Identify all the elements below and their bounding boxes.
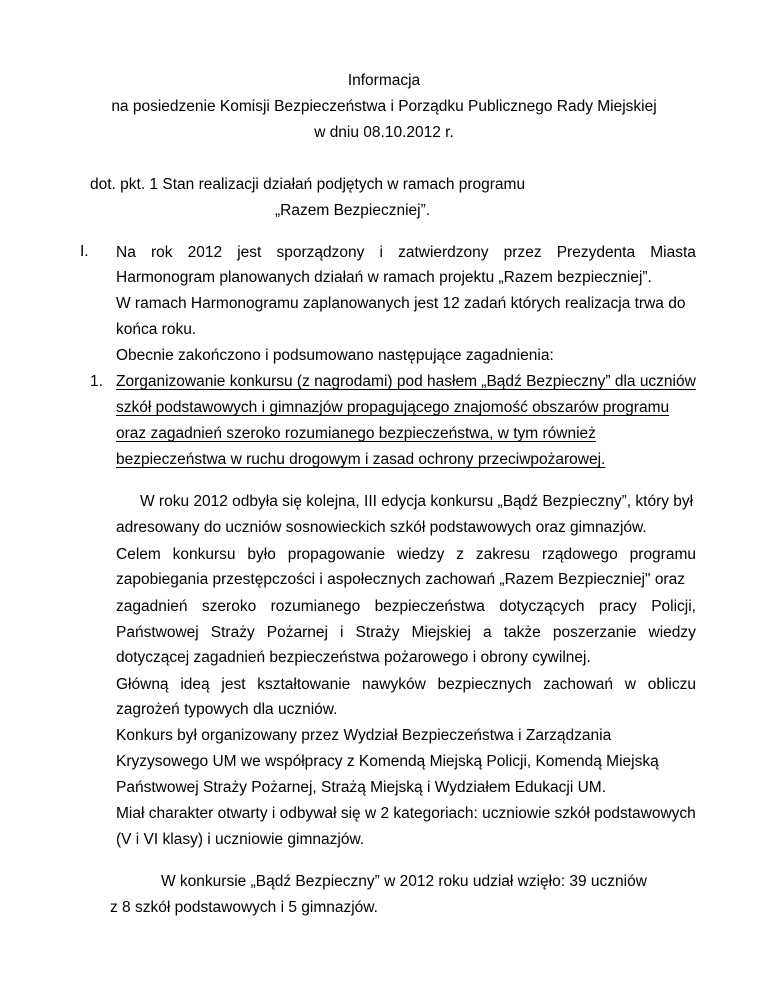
list-item-number: 1. — [90, 373, 103, 390]
body-line: zapobiegania przestępczości i aspołecznych zachowań „Razem Bezpieczniej" oraz — [116, 571, 685, 588]
body-line: W roku 2012 odbyła się kolejna, III edycja konkursu „Bądź Bezpieczny”, który był — [140, 493, 694, 510]
body-line: Celem konkursu było propagowanie wiedzy z zakresu rządowego programu — [116, 546, 696, 563]
body-line: (V i VI klasy) i uczniowie gimnazjów. — [116, 831, 365, 848]
summary-line: W konkursie „Bądź Bezpieczny” w 2012 roku udział wzięło: 39 uczniów — [161, 873, 647, 890]
section-paragraph-line: Na rok 2012 jest sporządzony i zatwierdzony przez Prezydenta Miasta — [116, 244, 696, 261]
body-line: zagadnień szeroko rozumianego bezpieczeństwa dotyczących pracy Policji, — [116, 598, 696, 615]
section-paragraph-line: Harmonogram planowanych działań w ramach projektu „Razem bezpieczniej”. — [116, 269, 652, 286]
body-line: adresowany do uczniów sosnowieckich szkół podstawowych oraz gimnazjów. — [116, 519, 647, 536]
body-line: zagrożeń typowych dla uczniów. — [116, 701, 338, 718]
body-line: Główną ideą jest kształtowanie nawyków bezpiecznych zachowań w obliczu — [116, 676, 696, 693]
section-paragraph-line: W ramach Harmonogramu zaplanowanych jest 12 zadań których realizacja trwa do — [116, 295, 686, 312]
list-item-line: bezpieczeństwa w ruchu drogowym i zasad ochrony przeciwpożarowej. — [116, 451, 606, 468]
topic-line: dot. pkt. 1 Stan realizacji działań podjętych w ramach programu — [90, 176, 526, 193]
topic-program-name: „Razem Bezpieczniej”. — [275, 202, 431, 219]
summary-line: z 8 szkół podstawowych i 5 gimnazjów. — [110, 899, 378, 916]
section-paragraph-line: Obecnie zakończono i podsumowano następujące zagadnienia: — [116, 347, 554, 364]
document-date: w dniu 08.10.2012 r. — [314, 124, 454, 141]
body-line: Kryzysowego UM we współpracy z Komendą Miejską Policji, Komendą Miejską — [116, 753, 659, 770]
section-paragraph-line: końca roku. — [116, 321, 197, 338]
list-item-line: oraz zagadnień szeroko rozumianego bezpieczeństwa, w tym również — [116, 425, 596, 442]
body-line: Konkurs był organizowany przez Wydział Bezpieczeństwa i Zarządzania — [116, 727, 612, 744]
body-line: Państwowej Straży Pożarnej i Straży Miejskiej a także poszerzanie wiedzy — [116, 624, 696, 641]
body-line: Miał charakter otwarty i odbywał się w 2 kategoriach: uczniowie szkół podstawowych — [116, 805, 696, 822]
document-title: Informacja — [347, 72, 421, 89]
document-subtitle: na posiedzenie Komisji Bezpieczeństwa i Porządku Publicznego Rady Miejskiej — [111, 98, 657, 115]
body-line: dotyczącej zagadnień bezpieczeństwa pożarowego i obrony cywilnej. — [116, 649, 591, 666]
list-item-line: Zorganizowanie konkursu (z nagrodami) pod hasłem „Bądź Bezpieczny” dla uczniów — [116, 373, 696, 390]
list-item-line: szkół podstawowych i gimnazjów propagującego znajomość obszarów programu — [116, 399, 670, 416]
section-number: I. — [80, 243, 89, 260]
body-line: Państwowej Straży Pożarnej, Strażą Miejską i Wydziałem Edukacji UM. — [116, 779, 606, 796]
